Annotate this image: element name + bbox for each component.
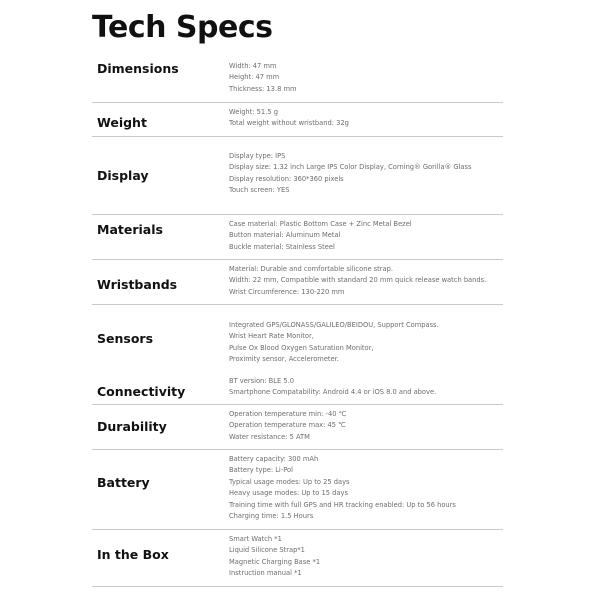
spec-value: Display type: IPS xyxy=(229,152,286,160)
divider xyxy=(92,404,503,405)
divider xyxy=(92,304,503,305)
spec-value: Typical usage modes: Up to 25 days xyxy=(229,477,350,486)
spec-label-in-the-box: In the Box xyxy=(97,547,169,562)
spec-values-materials xyxy=(229,219,412,253)
spec-value: Width: 22 mm, Compatible with standard 20 mm quick release watch bands. xyxy=(229,276,487,285)
spec-value: Battery type: Li-Pol xyxy=(229,466,293,475)
spec-value: Buckle material: Stainless Steel xyxy=(229,242,335,251)
spec-values-display xyxy=(229,151,471,197)
spec-value: Width: 47 mm xyxy=(229,62,277,70)
spec-value: Training time with full GPS and HR tracking enabled: Up to 56 hours xyxy=(229,500,456,509)
spec-value: Weight: 51.5 g xyxy=(229,108,278,116)
divider xyxy=(92,259,503,260)
divider xyxy=(92,136,503,137)
spec-label-durability: Durability xyxy=(97,419,167,434)
spec-value: Wrist Heart Rate Monitor, xyxy=(229,332,314,341)
spec-value: Display size: 1.32 inch Large IPS Color Display, Corning® Gorilla® Glass xyxy=(229,163,472,172)
spec-values-connectivity xyxy=(229,376,436,399)
spec-value: Display resolution: 360*360 pixels xyxy=(229,174,344,183)
spec-label-dimensions: Dimensions xyxy=(97,61,179,76)
spec-value: Wrist Circumference: 130-220 mm xyxy=(229,287,345,296)
spec-label-display: Display xyxy=(97,168,149,183)
spec-value: Touch screen: YES xyxy=(229,186,290,195)
divider xyxy=(92,102,503,103)
spec-value: Height: 47 mm xyxy=(229,73,280,82)
spec-value: Total weight without wristband: 32g xyxy=(229,119,349,128)
spec-value: Liquid Silicone Strap*1 xyxy=(229,546,305,555)
divider xyxy=(92,586,503,587)
spec-value: Heavy usage modes: Up to 15 days xyxy=(229,489,348,498)
spec-label-sensors: Sensors xyxy=(97,331,154,346)
spec-value: Pulse Ox Blood Oxygen Saturation Monitor, xyxy=(229,343,374,352)
spec-value: Instruction manual *1 xyxy=(229,569,302,578)
spec-value: Battery capacity: 300 mAh xyxy=(229,455,319,463)
spec-values-in-the-box xyxy=(229,534,320,580)
spec-value: Proximity sensor, Accelerometer. xyxy=(229,355,339,364)
spec-value: Case material: Plastic Bottom Case + Zinc Metal Bezel xyxy=(229,220,412,228)
spec-value: Integrated GPS/GLONASS/GALILEO/BEIDOU, Support Compass. xyxy=(229,321,439,329)
spec-value: Material: Durable and comfortable silicone strap. xyxy=(229,265,394,273)
spec-values-dimensions xyxy=(229,61,296,95)
page-title: Tech Specs xyxy=(92,10,273,45)
spec-value: Magnetic Charging Base *1 xyxy=(229,557,321,566)
spec-label-materials: Materials xyxy=(97,222,163,237)
spec-values-weight xyxy=(229,107,349,130)
divider xyxy=(92,214,503,215)
spec-values-wristbands xyxy=(229,264,486,298)
spec-values-battery xyxy=(229,454,456,522)
spec-value: Water resistance: 5 ATM xyxy=(229,432,310,441)
spec-value: Smartphone Compatability: Android 4.4 or iOS 8.0 and above. xyxy=(229,388,437,397)
spec-values-durability xyxy=(229,409,346,443)
divider xyxy=(92,449,503,450)
spec-value: Operation temperature max: 45 ℃ xyxy=(229,421,346,430)
spec-value: Thickness: 13.8 mm xyxy=(229,84,297,93)
divider xyxy=(92,529,503,530)
spec-value: Charging time: 1.5 Hours xyxy=(229,512,314,521)
spec-value: BT version: BLE 5.0 xyxy=(229,377,294,385)
spec-value: Smart Watch *1 xyxy=(229,535,282,543)
spec-values-sensors xyxy=(229,320,439,366)
spec-value: Button material: Aluminum Metal xyxy=(229,231,341,240)
spec-value: Operation temperature min: -40 ℃ xyxy=(229,410,347,418)
spec-label-battery: Battery xyxy=(97,475,150,490)
spec-label-weight: Weight xyxy=(97,115,147,130)
spec-label-wristbands: Wristbands xyxy=(97,277,178,292)
spec-label-connectivity: Connectivity xyxy=(97,384,186,399)
